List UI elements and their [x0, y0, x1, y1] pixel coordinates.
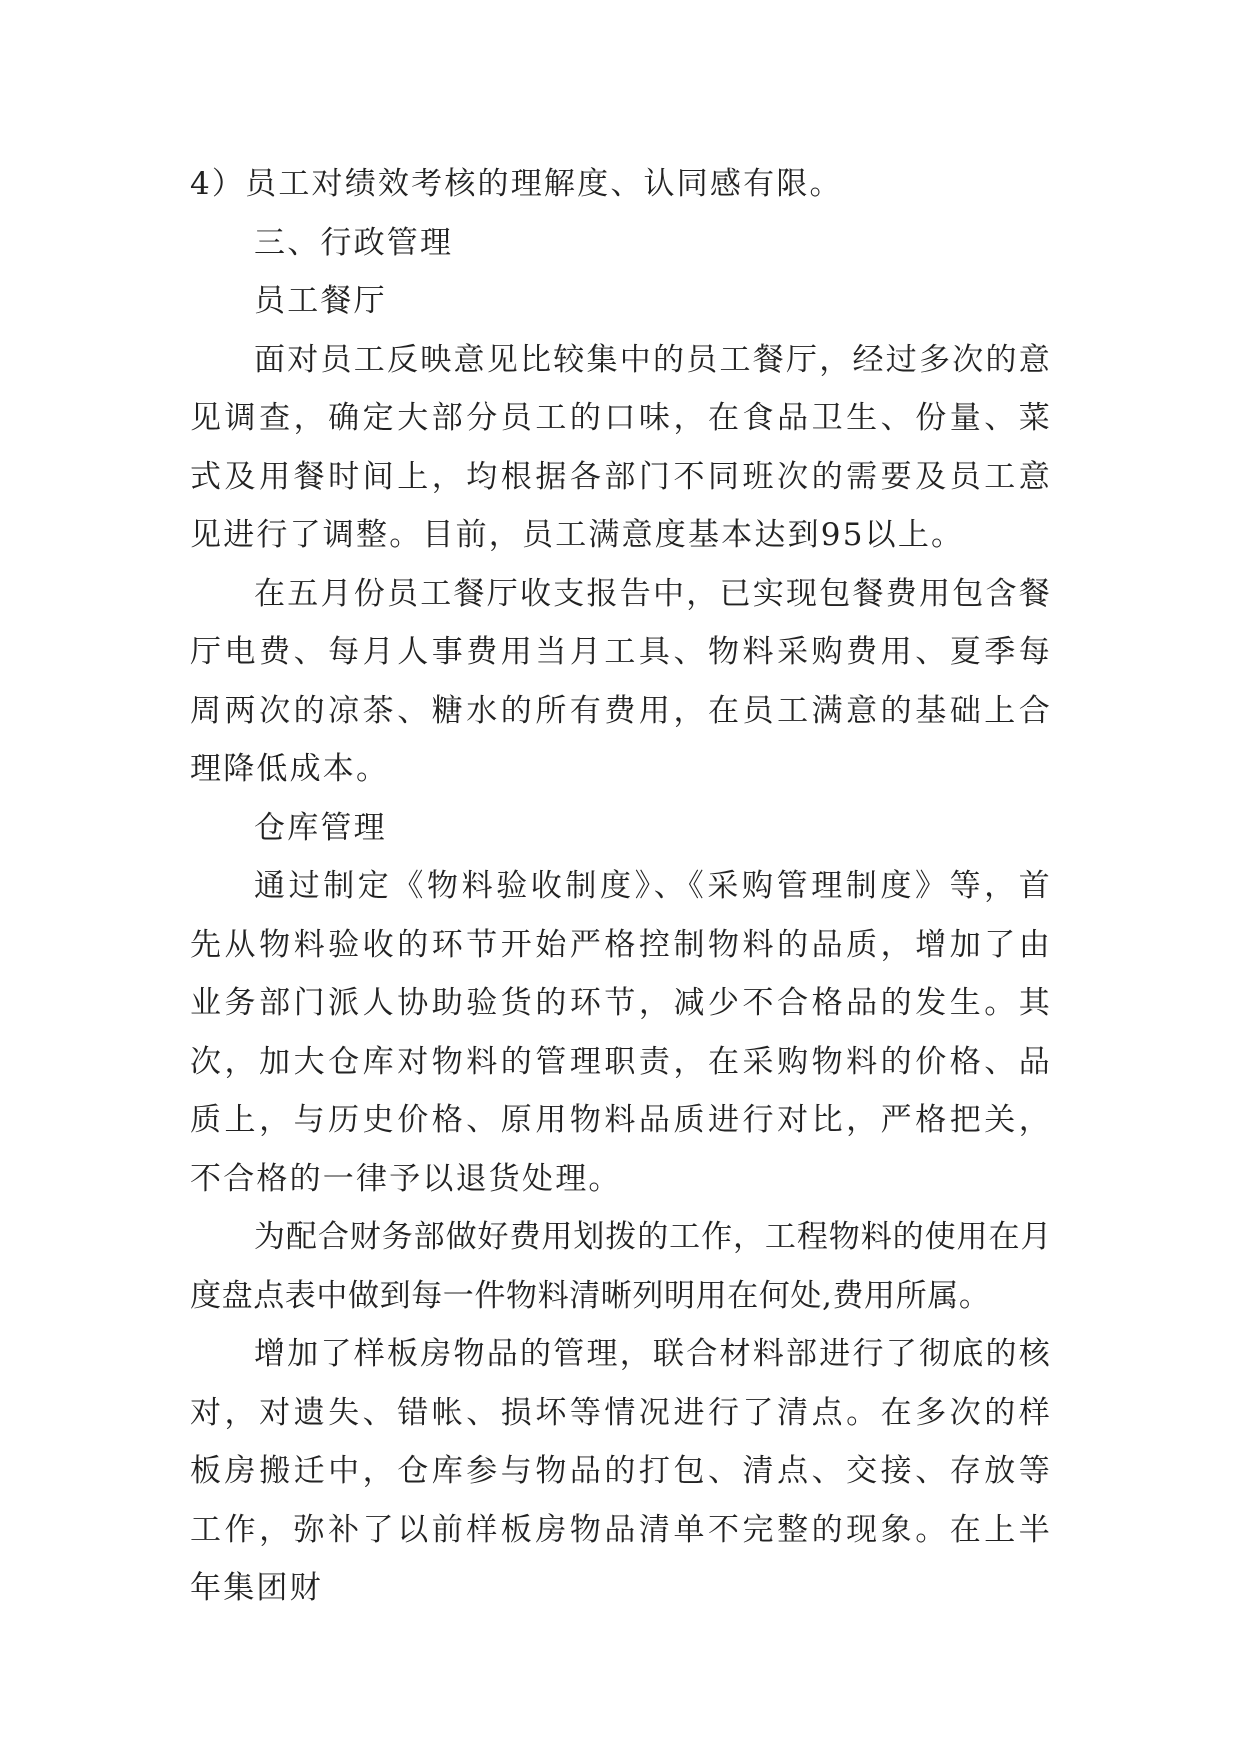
paragraph-performance-note: 4）员工对绩效考核的理解度、认同感有限。 — [190, 166, 843, 202]
paragraph-material-inspection: 通过制定《物料验收制度》、《采购管理制度》等，首先从物料验收的环节开始严格控制物料的品质，增加了由业务部门派人协助验货的环节，减少不合格品的发生。其次，加大仓库对物料的管理职责，在采购物料的价格、品质上，与历史价格、原用物料品质进行对比，严格把关，不合格的一律予以退货处理。 — [190, 868, 1052, 1197]
subheading-staff-canteen: 员工餐厅 — [254, 283, 387, 319]
paragraph-showroom-items: 增加了样板房物品的管理，联合材料部进行了彻底的核对，对遗失、错帐、损坏等情况进行了清点。在多次的样板房搬迁中，仓库参与物品的打包、清点、交接、存放等工作，弥补了以前样板房物品清单不完整的现象。在上半年集团财 — [190, 1336, 1052, 1606]
section-heading-administration: 三、行政管理 — [254, 224, 454, 261]
subheading-warehouse-management: 仓库管理 — [254, 809, 387, 846]
paragraph-canteen-costs: 在五月份员工餐厅收支报告中，已实现包餐费用包含餐厅电费、每月人事费用当月工具、物料采购费用、夏季每周两次的凉茶、糖水的所有费用，在员工满意的基础上合理降低成本。 — [190, 575, 1052, 787]
document-body — [190, 155, 1052, 1618]
paragraph-canteen-survey: 面对员工反映意见比较集中的员工餐厅，经过多次的意见调查，确定大部分员工的口味，在食品卫生、份量、菜式及用餐时间上，均根据各部门不同班次的需要及员工意见进行了调整。目前，员工满意度基本达到95以上。 — [190, 341, 1052, 553]
paragraph-finance-allocation: 为配合财务部做好费用划拨的工作，工程物料的使用在月度盘点表中做到每一件物料清晰列明用在何处,费用所属。 — [190, 1219, 1052, 1314]
